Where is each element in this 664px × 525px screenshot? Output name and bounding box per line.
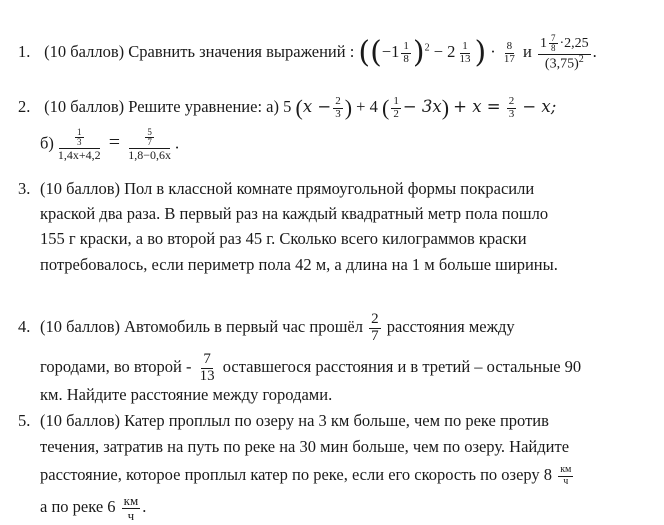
task-text: (10 баллов) Сравнить значения выражений :: [44, 41, 355, 61]
complex-fraction: 1 $\frac{7}{8}$ ·2,25 $(3,75)^2$: [540, 33, 589, 72]
expr-part: − 2: [433, 41, 456, 61]
unit-fraction: $\frac{км}{ч}$: [560, 464, 572, 487]
task-text: (10 баллов) Решите уравнение: а) 5: [44, 97, 292, 116]
task-2: 2. (10 баллов) Решите уравнение: а) 5 (x − $\frac{2}{3}$ ) + 4 ( $\frac{1}{2}$ − 3x) + x = $\frac{2}{3}$ − x;: [18, 95, 557, 121]
period: .: [174, 133, 180, 153]
fraction: $\frac{2}{7}$: [371, 311, 379, 344]
equals: =: [108, 131, 121, 154]
and-word: и: [523, 41, 532, 61]
expr-part: −1: [381, 41, 400, 61]
expr-part: + x =: [453, 97, 501, 116]
task-number: 1.: [18, 41, 31, 61]
task-number: 2.: [18, 97, 31, 116]
unit-fraction: $\frac{км}{ч}$: [123, 493, 139, 523]
text-line: расстояния между: [386, 317, 515, 337]
task-4-line2: [40, 352, 581, 385]
task-5-line4: [40, 494, 146, 522]
complex-fraction: $\frac{\frac{5}{7}}{1,8-0,6x}$: [128, 127, 171, 162]
text-line: городами, во второй -: [40, 357, 192, 377]
fraction: $\frac{8}{17}$: [503, 40, 515, 65]
text-line: (10 баллов) Катер проплыл по озеру на 3 км больше, чем по реке против: [40, 411, 549, 430]
fraction: $\frac{1}{2}$: [393, 95, 399, 120]
text-line: расстояние, которое проплыл катер по реке, если его скорость по озеру 8: [40, 465, 553, 484]
task-1: [18, 34, 597, 72]
text-line: (10 баллов) Пол в классной комнате прямоугольной формы покрасили: [40, 179, 535, 198]
text-line: краской два раза. В первый раз на каждый квадратный метр пола пошло: [40, 204, 549, 223]
task-2b: [40, 128, 179, 161]
open-paren: ((: [358, 35, 382, 71]
text-line: потребовалось, если периметр пола 42 м, а длина на 1 м больше ширины.: [40, 255, 558, 274]
task-4: [18, 312, 515, 345]
task-5: [18, 410, 549, 432]
period: .: [592, 41, 597, 61]
complex-fraction: $\frac{\frac{1}{3}}{1,4x+4,2}$: [57, 127, 101, 162]
expr-part: − x;: [522, 97, 557, 116]
expr-part: x −: [302, 97, 332, 116]
task-5-line3: [40, 464, 575, 487]
fraction: $\frac{1}{8}$: [403, 40, 409, 65]
close-paren: ): [474, 35, 487, 71]
text-line: км. Найдите расстояние между городами.: [40, 385, 333, 404]
fraction: $\frac{1}{13}$: [459, 40, 471, 65]
text-line: а по реке 6: [40, 496, 116, 516]
task-number: 3.: [18, 179, 31, 198]
expr-part: + 4: [356, 97, 378, 116]
text-line: течения, затратив на путь по реке на 30 мин больше, чем по озеру. Найдите: [40, 437, 570, 456]
task-3: [18, 178, 534, 200]
exponent: 2: [424, 42, 430, 54]
text-line: (10 баллов) Автомобиль в первый час прошёл: [40, 317, 363, 337]
task-number: 4.: [18, 317, 31, 337]
close-paren: ): [412, 35, 425, 71]
dot: ·: [490, 41, 496, 61]
text-line: 155 г краски, а во второй раз 45 г. Сколько всего килограммов краски: [40, 229, 527, 248]
period: .: [142, 496, 147, 516]
expr-part: − 3x: [402, 97, 442, 116]
task-number: 5.: [18, 411, 31, 430]
fraction: $\frac{7}{13}$: [199, 351, 215, 384]
fraction: $\frac{2}{3}$: [335, 95, 341, 120]
text-line: оставшегося расстояния и в третий – остальные 90: [222, 357, 582, 377]
part-label: б): [40, 133, 54, 153]
fraction: $\frac{2}{3}$: [508, 95, 515, 120]
